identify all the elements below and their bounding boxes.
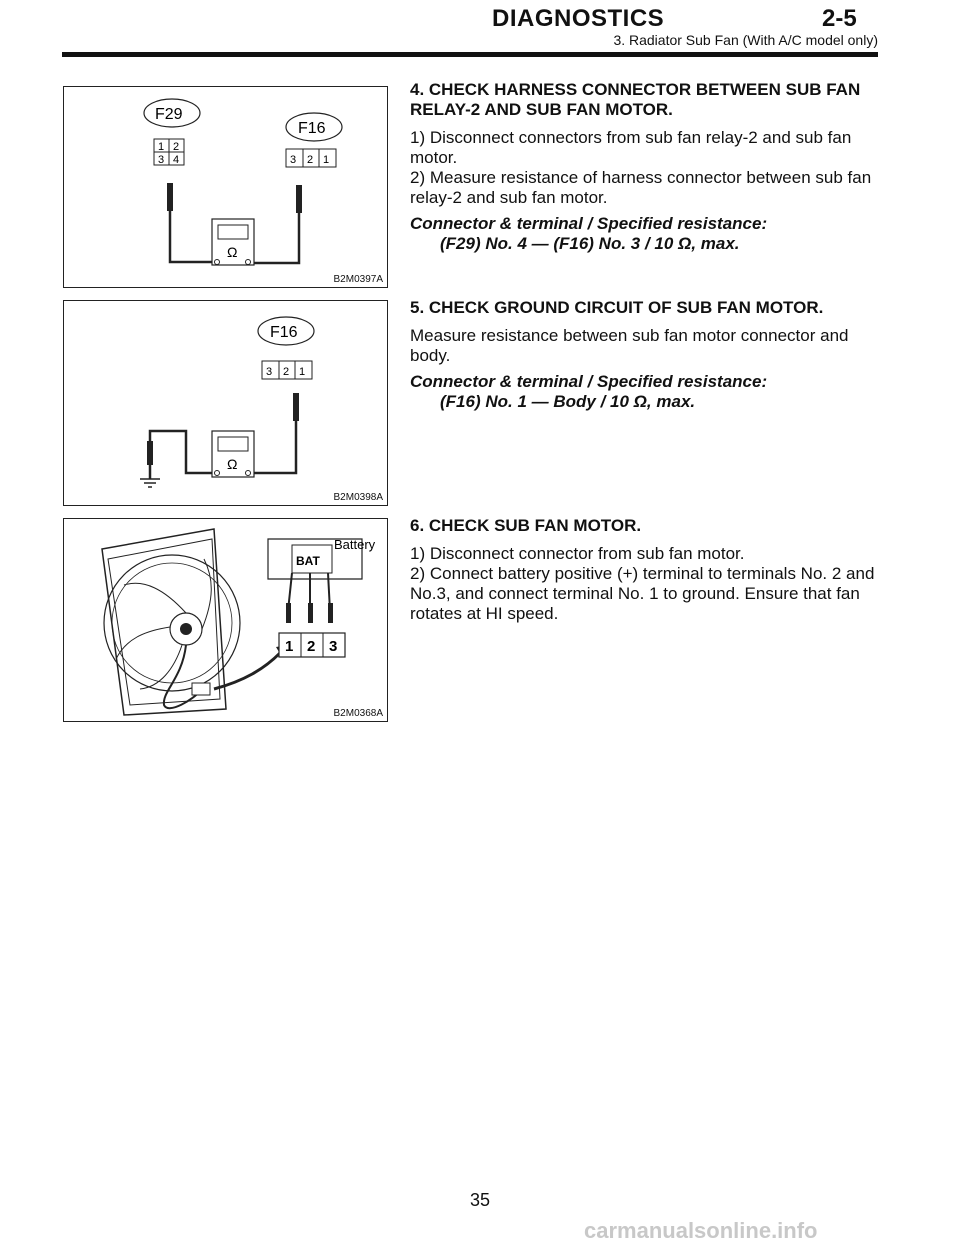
figure-code: B2M0397A <box>333 274 383 285</box>
connector-label-f16: F16 <box>298 120 326 137</box>
section-heading: 4. CHECK HARNESS CONNECTOR BETWEEN SUB FAN RELAY-2 AND SUB FAN MOTOR. <box>410 80 861 119</box>
ohm-symbol: Ω <box>227 244 238 260</box>
section-heading: 6. CHECK SUB FAN MOTOR. <box>410 516 642 535</box>
harness-check-diagram <box>64 87 387 287</box>
pin-f29-4: 4 <box>173 154 180 166</box>
connector-label-f16: F16 <box>270 324 298 341</box>
figure-fan-motor-check <box>63 518 388 722</box>
figure-code: B2M0368A <box>333 708 383 719</box>
spec-label: Connector & terminal / Specified resistance: <box>410 372 768 391</box>
section-heading: 5. CHECK GROUND CIRCUIT OF SUB FAN MOTOR. <box>410 298 824 317</box>
terminal-1: 1 <box>285 638 294 655</box>
section-step: Measure resistance between sub fan motor connector and body. <box>410 326 849 365</box>
section-6 <box>410 516 880 624</box>
battery-label: Battery <box>334 537 376 552</box>
pin-f16-1: 1 <box>299 366 306 378</box>
spec-block <box>410 372 880 412</box>
watermark: carmanualsonline.info <box>584 1218 818 1243</box>
fan-motor-diagram <box>64 519 387 721</box>
pin-f16-2: 2 <box>307 154 314 166</box>
figure-ground-check <box>63 300 388 506</box>
header-section-number: 2-5 <box>822 5 857 32</box>
header-title: DIAGNOSTICS <box>492 5 665 32</box>
terminal-3: 3 <box>329 638 338 655</box>
pin-f29-1: 1 <box>158 141 165 153</box>
spec-label: Connector & terminal / Specified resistance: <box>410 214 768 233</box>
pin-f16-1: 1 <box>323 154 330 166</box>
spec-value: (F29) No. 4 — (F16) No. 3 / 10 Ω, max. <box>440 234 740 253</box>
header-subtitle: 3. Radiator Sub Fan (With A/C model only) <box>613 32 878 48</box>
section-step: 1) Disconnect connectors from sub fan relay-2 and sub fan motor. <box>410 128 852 167</box>
spec-block <box>410 214 880 254</box>
ohm-symbol: Ω <box>227 456 238 472</box>
section-step: 2) Connect battery positive (+) terminal to terminals No. 2 and No.3, and connect terminal No. 1 to ground. Ensure that fan rotates at HI speed. <box>410 564 875 623</box>
header-rule <box>62 52 878 57</box>
section-5 <box>410 298 880 412</box>
page-number: 35 <box>469 1190 491 1210</box>
pin-f16-2: 2 <box>283 366 290 378</box>
pin-f29-2: 2 <box>173 141 180 153</box>
spec-value: (F16) No. 1 — Body / 10 Ω, max. <box>440 392 696 411</box>
pin-f16-3: 3 <box>290 154 297 166</box>
section-step: 1) Disconnect connector from sub fan motor. <box>410 544 745 563</box>
battery-bat-text: BAT <box>296 554 320 568</box>
pin-f16-3: 3 <box>266 366 273 378</box>
section-4 <box>410 80 880 254</box>
section-step: 2) Measure resistance of harness connector between sub fan relay-2 and sub fan motor. <box>410 168 872 207</box>
figure-code: B2M0398A <box>333 492 383 503</box>
pin-f29-3: 3 <box>158 154 165 166</box>
ground-check-diagram <box>64 301 387 505</box>
figure-harness-check <box>63 86 388 288</box>
connector-label-f29: F29 <box>155 106 183 123</box>
terminal-2: 2 <box>307 638 316 655</box>
